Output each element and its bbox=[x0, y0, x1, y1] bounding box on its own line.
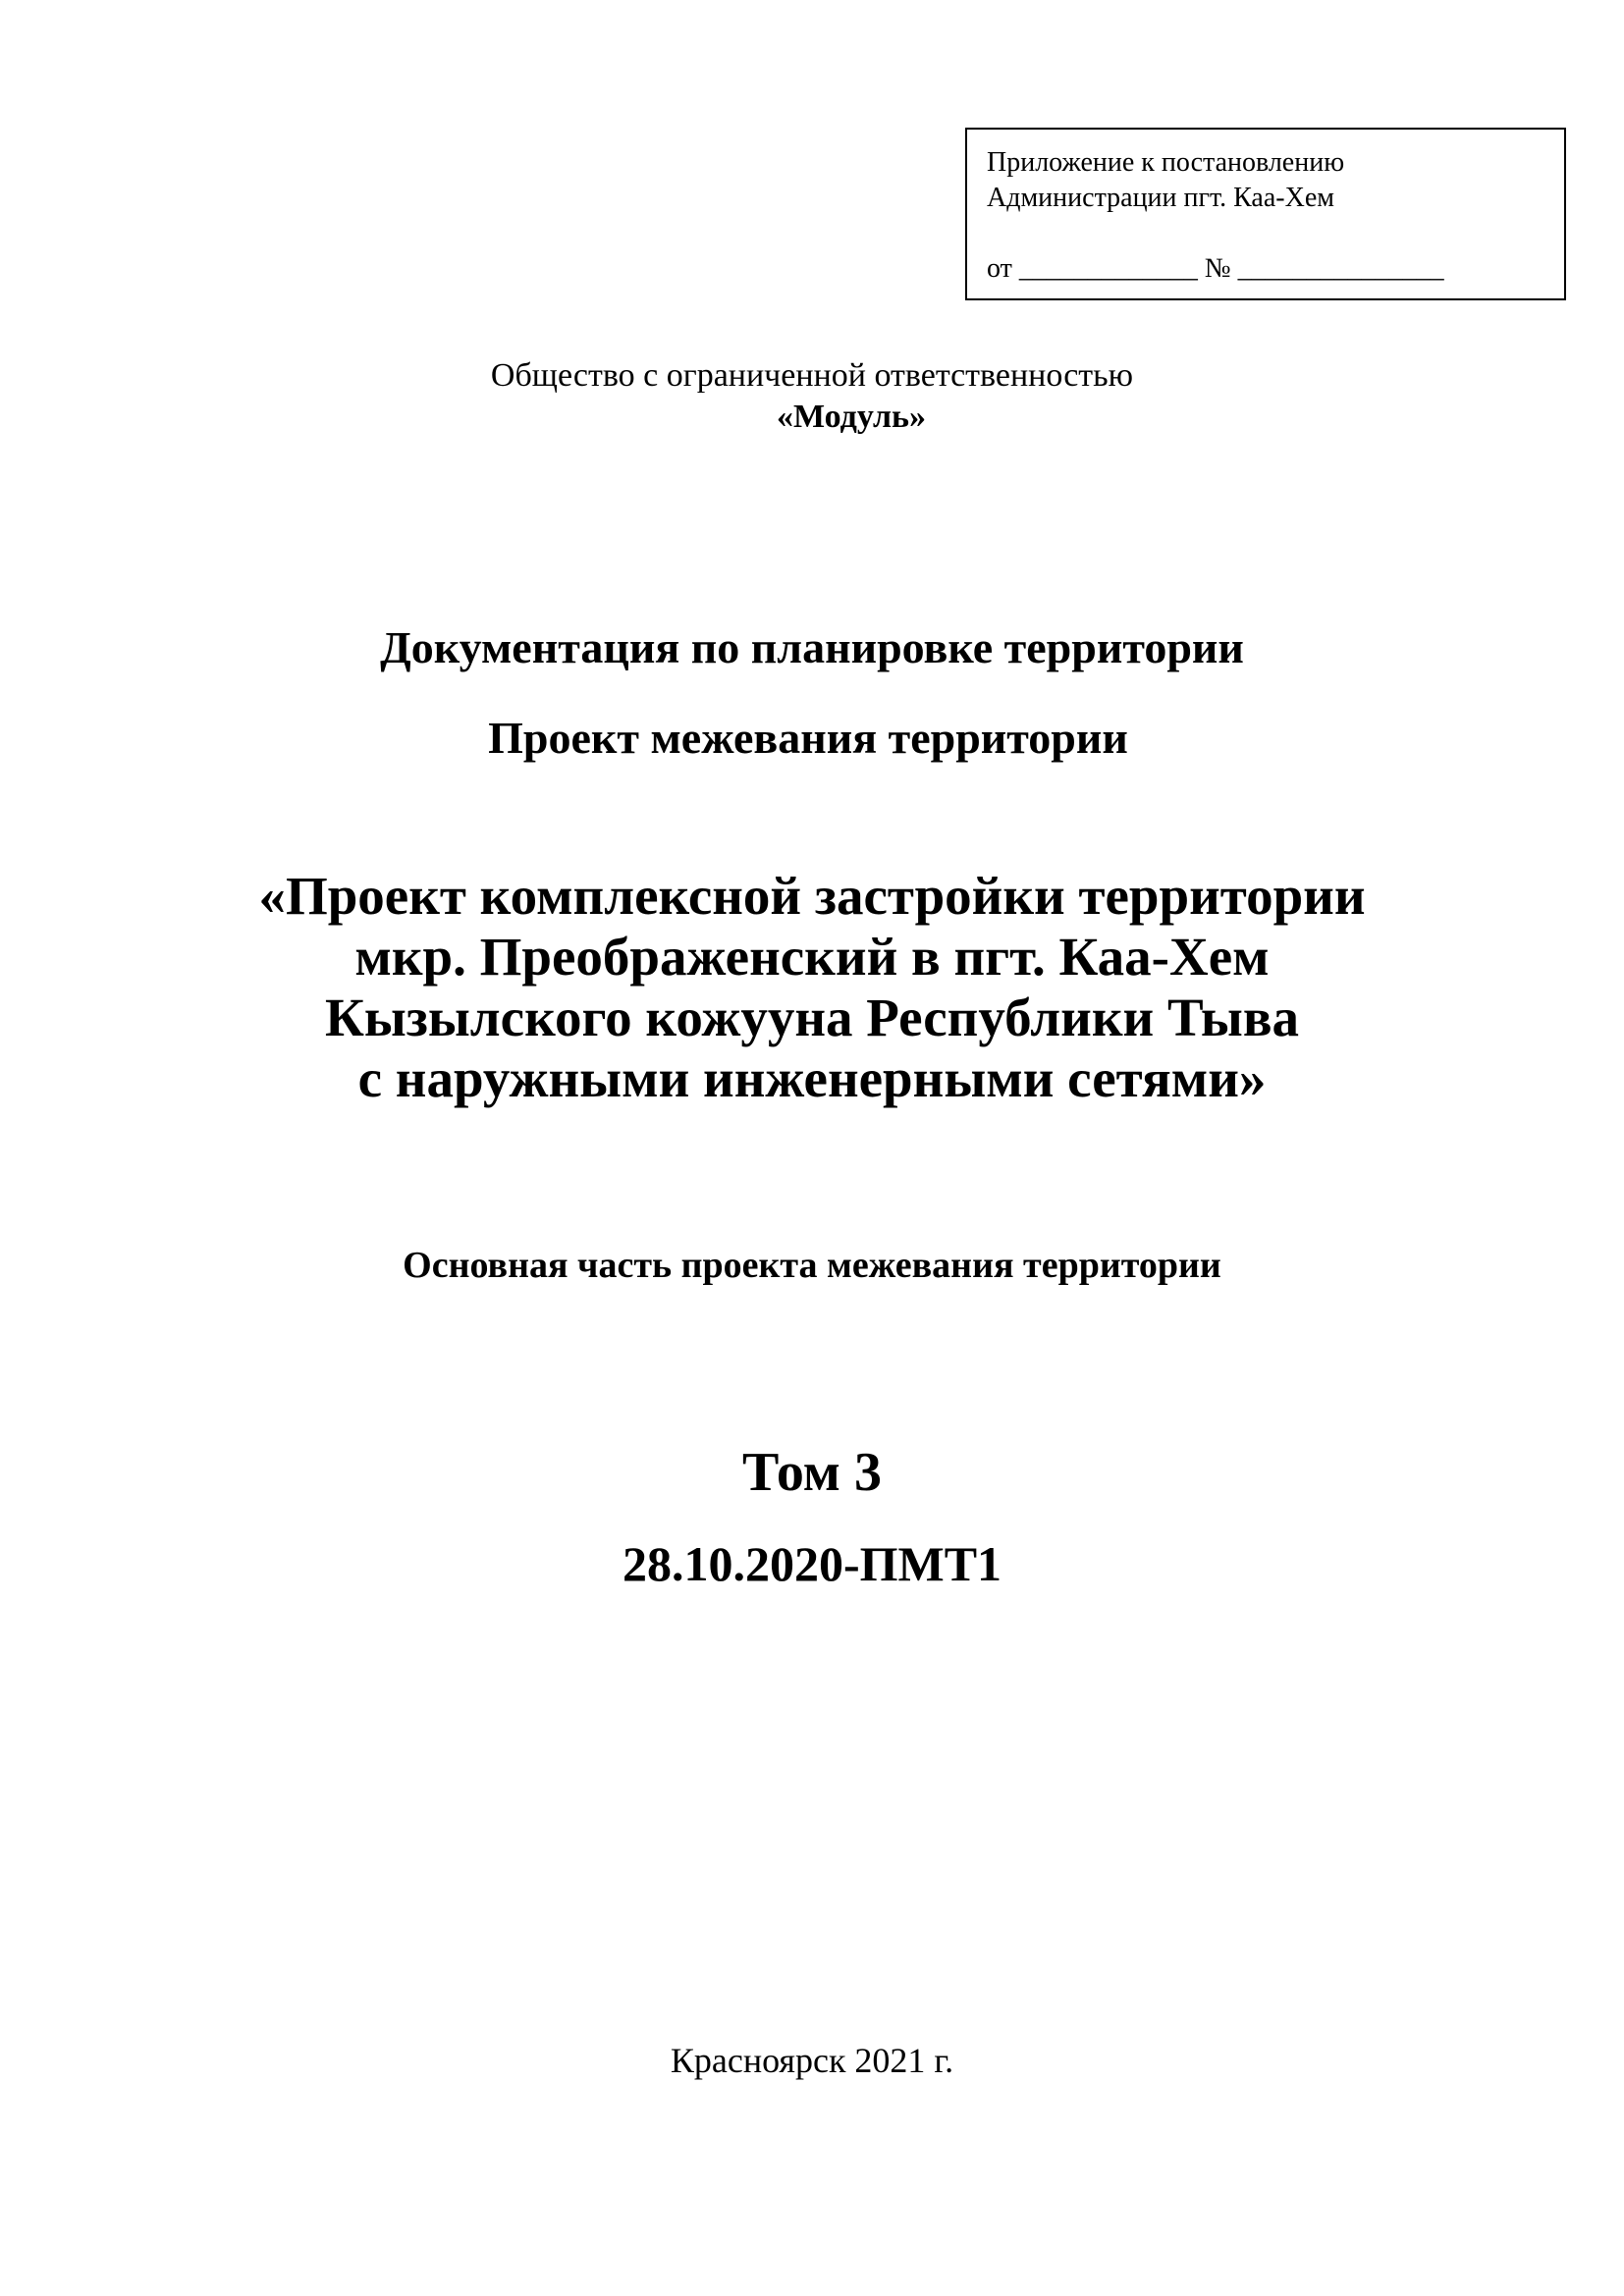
project-name-line-1: «Проект комплексной застройки территории bbox=[258, 866, 1366, 926]
section-name: Основная часть проекта межевания территории bbox=[403, 1245, 1221, 1286]
organization-name: «Модуль» bbox=[776, 399, 927, 435]
appendix-date-number-line: от _____________ № _______________ bbox=[987, 253, 1444, 284]
project-name-line-3: Кызылского кожууна Республики Тыва bbox=[324, 988, 1300, 1047]
appendix-line-1: Приложение к постановлению bbox=[987, 147, 1345, 178]
document-title: Документация по планировке территории bbox=[380, 622, 1244, 672]
project-name-line-2: мкр. Преображенский в пгт. Каа-Хем bbox=[354, 927, 1270, 987]
document-subtitle: Проект межевания территории bbox=[488, 713, 1128, 763]
appendix-line-2: Администрации пгт. Каа-Хем bbox=[987, 183, 1334, 213]
volume-number: Том 3 bbox=[742, 1442, 882, 1503]
appendix-spacer bbox=[987, 216, 1564, 251]
organization-type: Общество с ограниченной ответственностью bbox=[490, 357, 1134, 394]
appendix-stamp-box bbox=[965, 128, 1566, 300]
city-year-footer: Красноярск 2021 г. bbox=[670, 2041, 954, 2080]
project-name-line-4: с наружными инженерными сетями» bbox=[357, 1048, 1267, 1108]
document-code: 28.10.2020-ПМТ1 bbox=[622, 1536, 1002, 1591]
project-name bbox=[0, 866, 1624, 1109]
